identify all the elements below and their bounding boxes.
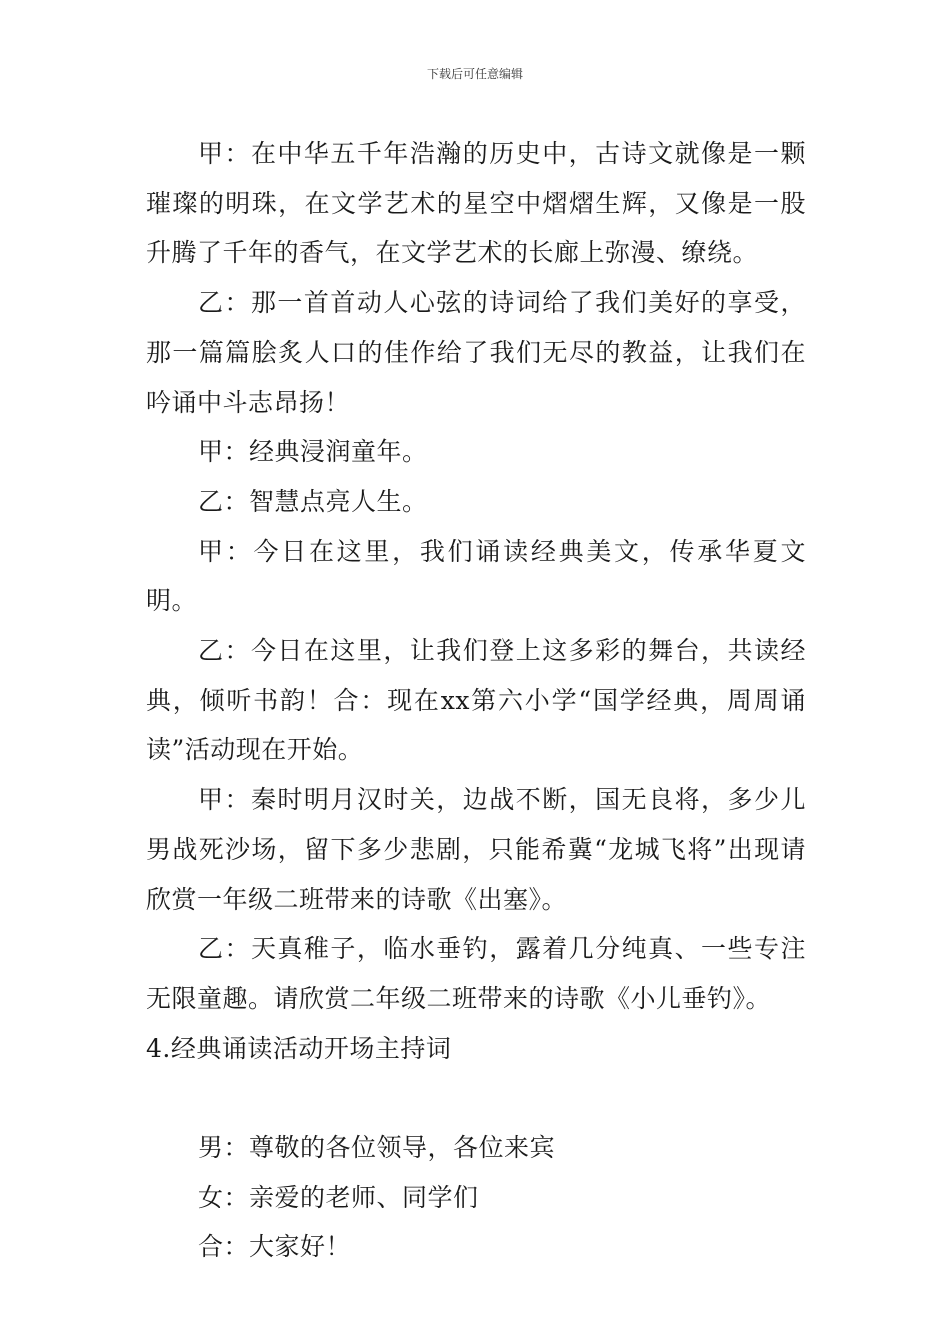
paragraph-8: 乙：天真稚子，临水垂钓，露着几分纯真、一些专注无限童趣。请欣赏二年级二班带来的诗歌《小儿垂钓》。 bbox=[146, 934, 806, 1013]
paragraph-3: 甲：经典浸润童年。 bbox=[198, 437, 428, 467]
paragraph-2: 乙：那一首首动人心弦的诗词给了我们美好的享受，那一篇篇脍炙人口的佳作给了我们无尽的教益，让我们在吟诵中斗志昂扬！ bbox=[146, 288, 806, 417]
section-heading: 4.经典诵读活动开场主持词 bbox=[146, 1033, 452, 1063]
paragraph-6: 乙：今日在这里，让我们登上这多彩的舞台，共读经典，倾听书韵！合：现在xx第六小学“国学经典，周周诵读”活动现在开始。 bbox=[146, 636, 806, 765]
paragraph-7: 甲：秦时明月汉时关，边战不断，国无良将，多少儿男战死沙场，留下多少悲剧，只能希冀“龙城飞将”出现请欣赏一年级二班带来的诗歌《出塞》。 bbox=[146, 785, 806, 914]
blank-line bbox=[146, 1073, 806, 1123]
document-body bbox=[146, 129, 806, 1272]
paragraph-4: 乙：智慧点亮人生。 bbox=[198, 486, 428, 516]
paragraph-9: 男：尊敬的各位领导，各位来宾 bbox=[198, 1133, 556, 1163]
paragraph-10: 女：亲爱的老师、同学们 bbox=[198, 1182, 479, 1212]
page-header: 下载后可任意编辑 bbox=[426, 67, 523, 81]
paragraph-11: 合：大家好！ bbox=[198, 1232, 352, 1262]
paragraph-5: 甲：今日在这里，我们诵读经典美文，传承华夏文明。 bbox=[146, 536, 806, 616]
paragraph-1: 甲：在中华五千年浩瀚的历史中，古诗文就像是一颗璀璨的明珠，在文学艺术的星空中熠熠生辉，又像是一股升腾了千年的香气，在文学艺术的长廊上弥漫、缭绕。 bbox=[146, 139, 806, 268]
